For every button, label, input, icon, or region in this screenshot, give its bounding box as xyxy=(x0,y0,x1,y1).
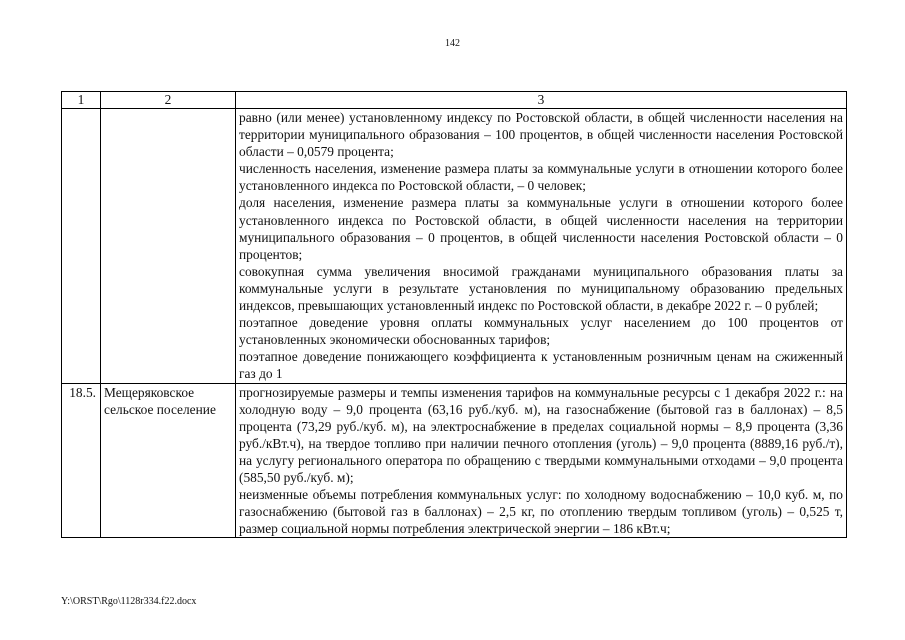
municipality-name: Мещеряковское сельское поселение xyxy=(101,383,236,538)
content-paragraph: прогнозируемые размеры и темпы изменения тарифов на коммунальные ресурсы с 1 декабря 2022 г.: на холодную воду – 9,0 процента (63,16 руб./куб. м), на газоснабжение (бытовой газ в баллонах) – 8,5 процента (73,29 руб./куб. м), на электроснабжение в пределах социальной нормы – 8,9 процента (3,36 руб./кВт.ч), на твердое топливо при наличии печного отопления (уголь) – 9,0 процента (8889,16 руб./т), на услугу регионального оператора по обращению с твердыми коммунальными отходами – 9,0 процента (585,50 руб./куб. м); xyxy=(239,384,843,485)
table-row xyxy=(62,109,847,384)
table-row xyxy=(62,383,847,538)
table-header-row xyxy=(62,92,847,109)
column-header-2: 2 xyxy=(101,92,236,109)
column-header-3: 3 xyxy=(236,92,847,109)
footer-file-path: Y:\ORST\Rgo\1128r334.f22.docx xyxy=(61,596,197,607)
content-paragraph: численность населения, изменение размера платы за коммунальные услуги в отношении которого более установленного индекса по Ростовской области, – 0 человек; xyxy=(239,161,843,194)
page-number: 142 xyxy=(445,38,460,49)
content-paragraph: доля населения, изменение размера платы за коммунальные услуги в отношении которого более установленного индекса по Ростовской области, в общей численности населения на территории муниципального образования – 0 процентов, в общей численности населения Ростовской области – 0 процентов; xyxy=(239,195,843,262)
column-header-1: 1 xyxy=(62,92,101,109)
content-paragraph: поэтапное доведение понижающего коэффициента к установленным розничным ценам на сжиженный газ до 1 xyxy=(239,349,843,382)
content-paragraph: неизменные объемы потребления коммунальных услуг: по холодному водоснабжению – 10,0 куб. м, по газоснабжению (бытовой газ в баллонах) – 2,5 кг, по отоплению твердым топливом (уголь) – 0,525 т, размер социальной нормы потребления электрической энергии – 186 кВт.ч; xyxy=(239,487,843,537)
content-paragraph: равно (или менее) установленному индексу по Ростовской области, в общей численности населения на территории муниципального образования – 100 процентов, в общей численности населения Ростовской области – 0,0579 процента; xyxy=(239,110,843,160)
row-number: 18.5. xyxy=(62,383,101,538)
content-paragraph: совокупная сумма увеличения вносимой гражданами муниципального образования платы за коммунальные услуги в результате установления по муниципальному образованию предельных индексов, превышающих установленный индекс по Ростовской области, в декабре 2022 г. – 0 рублей; xyxy=(239,263,843,314)
row-number xyxy=(62,109,101,384)
content-paragraph: поэтапное доведение уровня оплаты коммунальных услуг населением до 100 процентов от установленных экономически обоснованных тарифов; xyxy=(239,315,843,348)
municipality-name xyxy=(101,109,236,384)
document-table xyxy=(61,91,847,538)
row-content xyxy=(236,109,847,384)
row-content xyxy=(236,383,847,538)
